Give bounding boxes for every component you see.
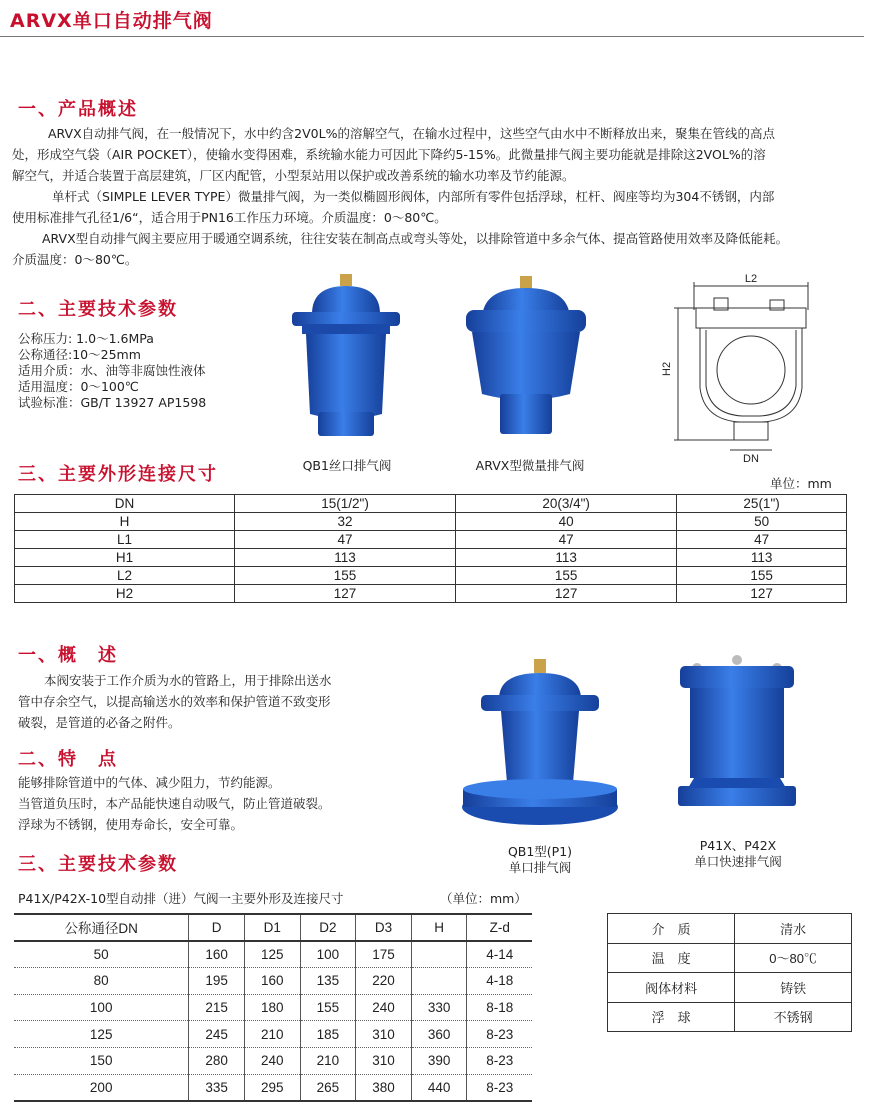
table-header-cell: D1: [244, 914, 300, 941]
table-cell: 127: [235, 585, 456, 603]
table-cell: 155: [235, 567, 456, 585]
table-row: [14, 1047, 532, 1074]
table-cell: 127: [677, 585, 847, 603]
table-cell: 125: [244, 941, 300, 968]
table-row: [15, 585, 847, 603]
table-header-cell: D3: [356, 914, 412, 941]
table-cell: 155: [456, 567, 677, 585]
table-cell: 240: [244, 1047, 300, 1074]
table-cell: H: [15, 513, 235, 531]
table-cell: 185: [300, 1021, 356, 1048]
table-cell: 8-23: [467, 1074, 532, 1101]
section-heading-tech-params-2: 三、主要技术参数: [18, 854, 178, 875]
caption-qb1: QB1丝口排气阀: [302, 458, 392, 473]
qb1-valve-image: [272, 264, 422, 454]
dimensions-table: [14, 494, 847, 603]
table-row: [14, 994, 532, 1021]
table-cell: [411, 941, 467, 968]
table-cell: 220: [356, 967, 412, 994]
spec-list: [18, 331, 268, 411]
table-cell: 160: [189, 941, 245, 968]
table-header-cell: 25(1"): [677, 495, 847, 513]
table-cell: 8-23: [467, 1047, 532, 1074]
table-cell: 155: [677, 567, 847, 585]
header-divider: [0, 36, 864, 37]
spec-item: 公称压力: 1.0～1.6MPa: [18, 331, 154, 346]
table-cell: 铸铁: [735, 973, 852, 1003]
table-row: [608, 973, 852, 1003]
table-cell: 360: [411, 1021, 467, 1048]
unit-label: 单位：mm: [770, 476, 832, 491]
table-cell: 80: [14, 967, 189, 994]
table-row: [14, 967, 532, 994]
caption-arvx: ARVX型微量排气阀: [475, 458, 585, 473]
table-cell: 210: [300, 1047, 356, 1074]
table-row: [15, 567, 847, 585]
table-row: [15, 513, 847, 531]
diagram-label-h2: H2: [661, 361, 673, 376]
table-cell: 125: [14, 1021, 189, 1048]
table-cell: 113: [235, 549, 456, 567]
table-header-row: [15, 495, 847, 513]
table-cell: L2: [15, 567, 235, 585]
table-cell: 阀体材料: [608, 973, 735, 1003]
table-cell: 介 质: [608, 914, 735, 944]
table-cell: 100: [14, 994, 189, 1021]
summary-line: 管中存余空气，以提高输送水的效率和保护管道不致变形: [18, 694, 331, 709]
table-header-cell: D: [189, 914, 245, 941]
caption-line: 单口排气阀: [508, 860, 572, 875]
table-cell: 155: [300, 994, 356, 1021]
features-text: [18, 772, 438, 835]
summary-line: 破裂，是管道的必备之附件。: [18, 715, 181, 730]
spec-item: 适用温度：0～100℃: [18, 379, 139, 394]
caption-line: 单口快速排气阀: [694, 854, 782, 869]
summary-text: [18, 670, 438, 733]
table-cell: 8-23: [467, 1021, 532, 1048]
table-cell: 8-18: [467, 994, 532, 1021]
table-cell: 47: [235, 531, 456, 549]
section-heading-dimensions: 三、主要外形连接尺寸: [18, 464, 218, 485]
table-cell: 32: [235, 513, 456, 531]
overview-line: 介质温度：0～80℃。: [12, 252, 138, 267]
table-cell: 295: [244, 1074, 300, 1101]
table-cell: 210: [244, 1021, 300, 1048]
spec-item: 试验标准：GB/T 13927 AP1598: [18, 395, 207, 410]
table-subtitle: P41X/P42X-10型自动排（进）气阀一主要外形及连接尺寸: [18, 891, 344, 906]
caption-qb1-p1: [470, 844, 610, 876]
table-cell: 135: [300, 967, 356, 994]
table-cell: H2: [15, 585, 235, 603]
overview-line: ARVX型自动排气阀主要应用于暖通空调系统，往往安装在制高点或弯头等处，以排除管道中多余气体、提高管路使用效率及降低能耗。: [42, 231, 789, 246]
caption-line: P41X、P42X: [699, 838, 777, 853]
table-header-cell: D2: [300, 914, 356, 941]
overview-text: [12, 123, 862, 270]
diagram-label-dn: DN: [743, 453, 759, 465]
caption-p41x: [668, 838, 808, 870]
feature-line: 浮球为不锈钢，使用寿命长，安全可靠。: [18, 817, 244, 832]
table-row: [608, 943, 852, 973]
table-cell: 390: [411, 1047, 467, 1074]
arvx-valve-image: [446, 274, 606, 444]
table-cell: 160: [244, 967, 300, 994]
section-heading-tech-params: 二、主要技术参数: [18, 299, 178, 320]
table-cell: 200: [14, 1074, 189, 1101]
overview-line: 使用标准排气孔径1/6“，适合用于PN16工作压力环境。介质温度：0～80℃。: [12, 210, 447, 225]
table-unit: （单位：mm）: [440, 891, 527, 906]
overview-line: ARVX自动排气阀，在一般情况下，水中约含2V0L%的溶解空气，在输水过程中，这些空气由水中不断释放出来，聚集在管线的高点: [48, 126, 775, 141]
table-row: [15, 531, 847, 549]
qb1-p1-valve-image: [455, 655, 625, 835]
table-cell: 195: [189, 967, 245, 994]
table-cell: 温 度: [608, 943, 735, 973]
feature-line: 能够排除管道中的气体、减少阻力，节约能源。: [18, 775, 281, 790]
table-cell: 380: [356, 1074, 412, 1101]
table-row: [15, 549, 847, 567]
spec-item: 公称通径:10～25mm: [18, 347, 141, 362]
table-cell: L1: [15, 531, 235, 549]
feature-line: 当管道负压时，本产品能快速自动吸气，防止管道破裂。: [18, 796, 331, 811]
table-cell: 100: [300, 941, 356, 968]
dimension-diagram: [660, 270, 860, 470]
table-cell: 180: [244, 994, 300, 1021]
table-cell: 335: [189, 1074, 245, 1101]
table-cell: 浮 球: [608, 1002, 735, 1032]
table-cell: 310: [356, 1047, 412, 1074]
table-cell: 440: [411, 1074, 467, 1101]
p41x-valve-image: [672, 650, 802, 830]
table-header-cell: DN: [15, 495, 235, 513]
table-cell: 127: [456, 585, 677, 603]
table-row: [14, 1021, 532, 1048]
table-header-cell: Z-d: [467, 914, 532, 941]
section-heading-features: 二、特 点: [18, 749, 118, 770]
overview-line: 解空气，并适合装置于高层建筑，厂区内配管，小型泵站用以保护或改善系统的输水功率及节约能源。: [12, 168, 575, 183]
table-cell: 150: [14, 1047, 189, 1074]
table-cell: [411, 967, 467, 994]
table-header-cell: 20(3/4"): [456, 495, 677, 513]
caption-line: QB1型(P1): [507, 844, 573, 859]
table-cell: H1: [15, 549, 235, 567]
page-title: ARVX单口自动排气阀: [10, 10, 213, 32]
table-cell: 240: [356, 994, 412, 1021]
table-cell: 47: [456, 531, 677, 549]
table-cell: 280: [189, 1047, 245, 1074]
table-cell: 0～80℃: [735, 943, 852, 973]
table-header-cell: 公称通径DN: [14, 914, 189, 941]
table-row: [14, 1074, 532, 1101]
table-cell: 清水: [735, 914, 852, 944]
table-cell: 113: [456, 549, 677, 567]
table-cell: 330: [411, 994, 467, 1021]
table-cell: 47: [677, 531, 847, 549]
table-row: [608, 914, 852, 944]
section-heading-overview: 一、产品概述: [18, 99, 138, 120]
summary-line: 本阀安装于工作介质为水的管路上，用于排除出送水: [44, 673, 332, 688]
table-header-cell: H: [411, 914, 467, 941]
diagram-label-l2: L2: [744, 273, 758, 285]
spec-item: 适用介质：水、油等非腐蚀性液体: [18, 363, 206, 378]
table-header-cell: 15(1/2"): [235, 495, 456, 513]
section-heading-summary: 一、概 述: [18, 645, 118, 666]
properties-table: [607, 913, 852, 1032]
table-row: [608, 1002, 852, 1032]
table-cell: 215: [189, 994, 245, 1021]
table-cell: 265: [300, 1074, 356, 1101]
table-cell: 310: [356, 1021, 412, 1048]
table-header-row: [14, 914, 532, 941]
table-cell: 175: [356, 941, 412, 968]
table-cell: 113: [677, 549, 847, 567]
table-cell: 50: [14, 941, 189, 968]
flange-dimensions-table: [14, 913, 532, 1102]
table-cell: 245: [189, 1021, 245, 1048]
table-cell: 50: [677, 513, 847, 531]
table-cell: 4-18: [467, 967, 532, 994]
overview-line: 单杆式（SIMPLE LEVER TYPE）微量排气阀，为一类似椭圆形阀体，内部所有零件包括浮球，杠杆、阀座等均为304不锈钢，内部: [52, 189, 775, 204]
overview-line: 处，形成空气袋（AIR POCKET），使输水变得困难，系统输水能力可因此下降约5-15%。此微量排气阀主要功能就是排除这2VOL%的溶: [12, 147, 766, 162]
table-row: [14, 941, 532, 968]
table-cell: 不锈钢: [735, 1002, 852, 1032]
table-cell: 4-14: [467, 941, 532, 968]
table-cell: 40: [456, 513, 677, 531]
